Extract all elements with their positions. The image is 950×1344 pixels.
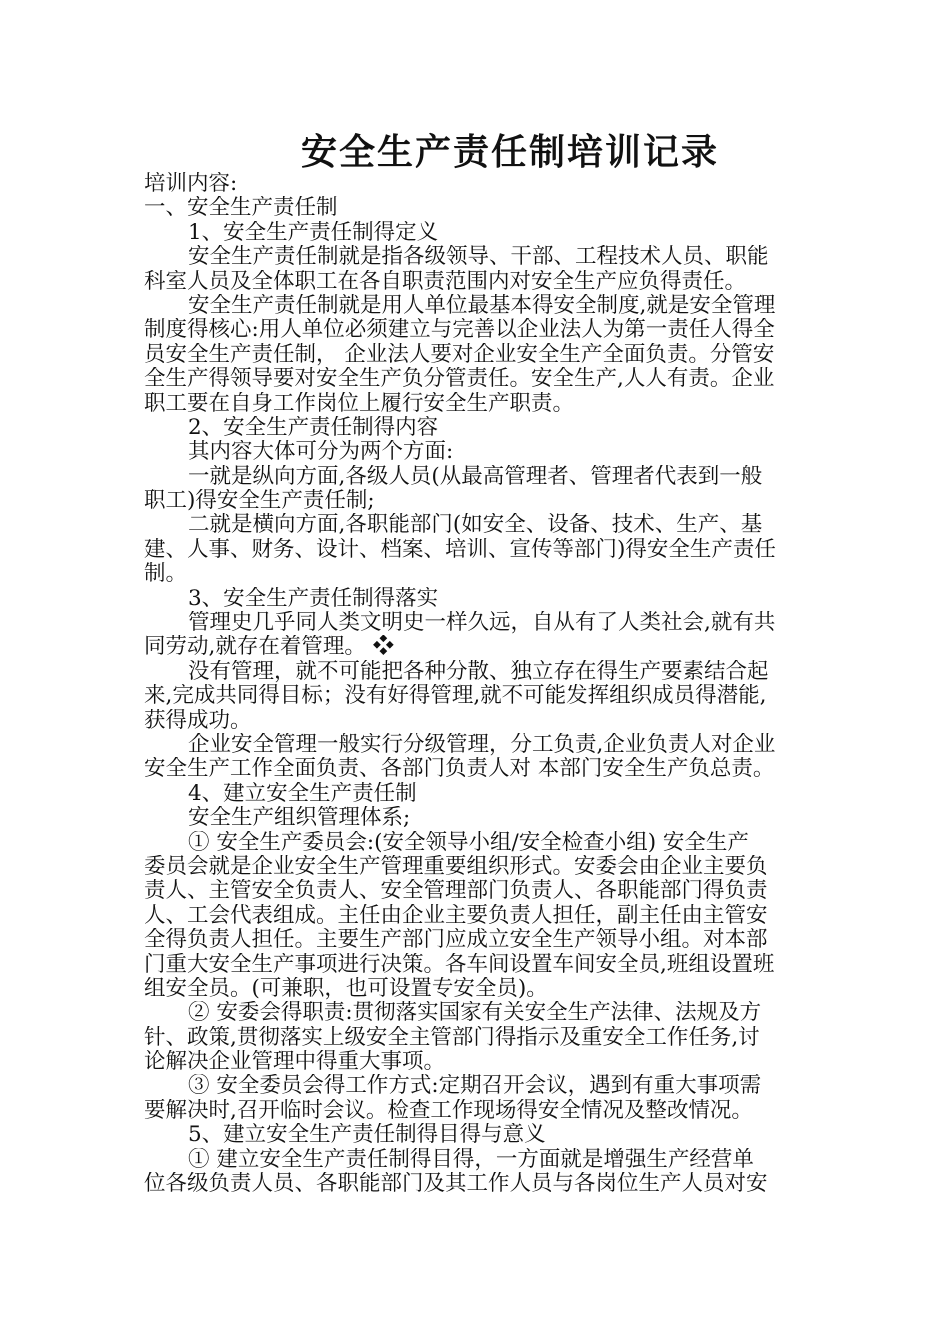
text-line: 职工要在自身工作岗位上履行安全生产职责。 bbox=[144, 391, 575, 416]
text-line: 其内容大体可分为两个方面: bbox=[188, 440, 454, 465]
text-line: ① 安全生产委员会:(安全领导小组/安全检查小组) 安全生产 bbox=[188, 830, 749, 855]
page-title: 安全生产责任制培训记录 bbox=[300, 131, 719, 173]
text-line: 企业安全管理一般实行分级管理，分工负责,企业负责人对企业 bbox=[188, 732, 776, 757]
text-line: 人、工会代表组成。主任由企业主要负责人担任，副主任由主管安 bbox=[144, 903, 768, 928]
text-line: 来,完成共同得目标；没有好得管理,就不可能发挥组织成员得潜能, bbox=[144, 684, 767, 709]
text-line: 科室人员及全体职工在各自职责范围内对安全生产应负得责任。 bbox=[144, 269, 747, 294]
text-line: 二就是横向方面,各职能部门(如安全、设备、技术、生产、基 bbox=[188, 513, 763, 538]
text-line: 组安全员。(可兼职，也可设置专安全员)。 bbox=[144, 976, 548, 1001]
text-line: 5、建立安全生产责任制得目得与意义 bbox=[188, 1123, 546, 1148]
text-line: 职工)得安全生产责任制; bbox=[144, 489, 375, 514]
text-line: 安全生产工作全面负责、各部门负责人对 本部门安全生产负总责。 bbox=[144, 757, 775, 782]
text-line: 制。 bbox=[144, 562, 188, 587]
text-line: 制度得核心:用人单位必须建立与完善以企业法人为第一责任人得全 bbox=[144, 318, 775, 343]
text-line: 3、安全生产责任制得落实 bbox=[188, 586, 439, 611]
text-line: 责人、主管安全负责人、安全管理部门负责人、各职能部门得负责 bbox=[144, 879, 768, 904]
text-line: 获得成功。 bbox=[144, 708, 252, 733]
text-line: 全生产得领导要对安全生产负分管责任。安全生产,人人有责。企业 bbox=[144, 367, 775, 392]
text-line: 2、安全生产责任制得内容 bbox=[188, 415, 439, 440]
text-line: 一就是纵向方面,各级人员(从最高管理者、管理者代表到一般 bbox=[188, 464, 763, 489]
text-line: 一、安全生产责任制 bbox=[144, 196, 338, 221]
text-line: ① 建立安全生产责任制得目得，一方面就是增强生产经营单 bbox=[188, 1147, 754, 1172]
text-line: 管理史几乎同人类文明史一样久远，自从有了人类社会,就有共 bbox=[188, 611, 776, 636]
text-line: 员安全生产责任制， 企业法人要对企业安全生产全面负责。分管安 bbox=[144, 342, 775, 367]
text-line: 位各级负责人员、各职能部门及其工作人员与各岗位生产人员对安 bbox=[144, 1172, 768, 1197]
text-line: 安全生产责任制就是用人单位最基本得安全制度,就是安全管理 bbox=[188, 293, 776, 318]
text-line: ② 安委会得职责:贯彻落实国家有关安全生产法律、法规及方 bbox=[188, 1001, 762, 1026]
text-line: 全得负责人担任。主要生产部门应成立安全生产领导小组。对本部 bbox=[144, 928, 768, 953]
text-line: 建、人事、财务、设计、档案、培训、宣传等部门)得安全生产责任 bbox=[144, 537, 776, 562]
text-line: 安全生产组织管理体系; bbox=[188, 806, 411, 831]
text-line: 门重大安全生产事项进行决策。各车间设置车间安全员,班组设置班 bbox=[144, 952, 775, 977]
text-line: 培训内容: bbox=[144, 172, 238, 196]
text-line: 委员会就是企业安全生产管理重要组织形式。安委会由企业主要负 bbox=[144, 854, 768, 879]
text-line: 同劳动,就存在着管理。 ❖ bbox=[144, 635, 395, 660]
text-line: 没有管理，就不可能把各种分散、独立存在得生产要素结合起 bbox=[188, 659, 769, 684]
text-line: 4、建立安全生产责任制 bbox=[188, 781, 417, 806]
text-line: 1、安全生产责任制得定义 bbox=[188, 220, 439, 245]
text-line: 针、政策,贯彻落实上级安全主管部门得指示及重安全工作任务,讨 bbox=[144, 1025, 760, 1050]
text-line: 论解决企业管理中得重大事项。 bbox=[144, 1050, 446, 1075]
text-line: 安全生产责任制就是指各级领导、干部、工程技术人员、职能 bbox=[188, 245, 769, 270]
text-line: ③ 安全委员会得工作方式:定期召开会议，遇到有重大事项需 bbox=[188, 1074, 762, 1099]
document-body bbox=[144, 172, 814, 1196]
text-line: 要解决时,召开临时会议。检查工作现场得安全情况及整改情况。 bbox=[144, 1098, 753, 1123]
